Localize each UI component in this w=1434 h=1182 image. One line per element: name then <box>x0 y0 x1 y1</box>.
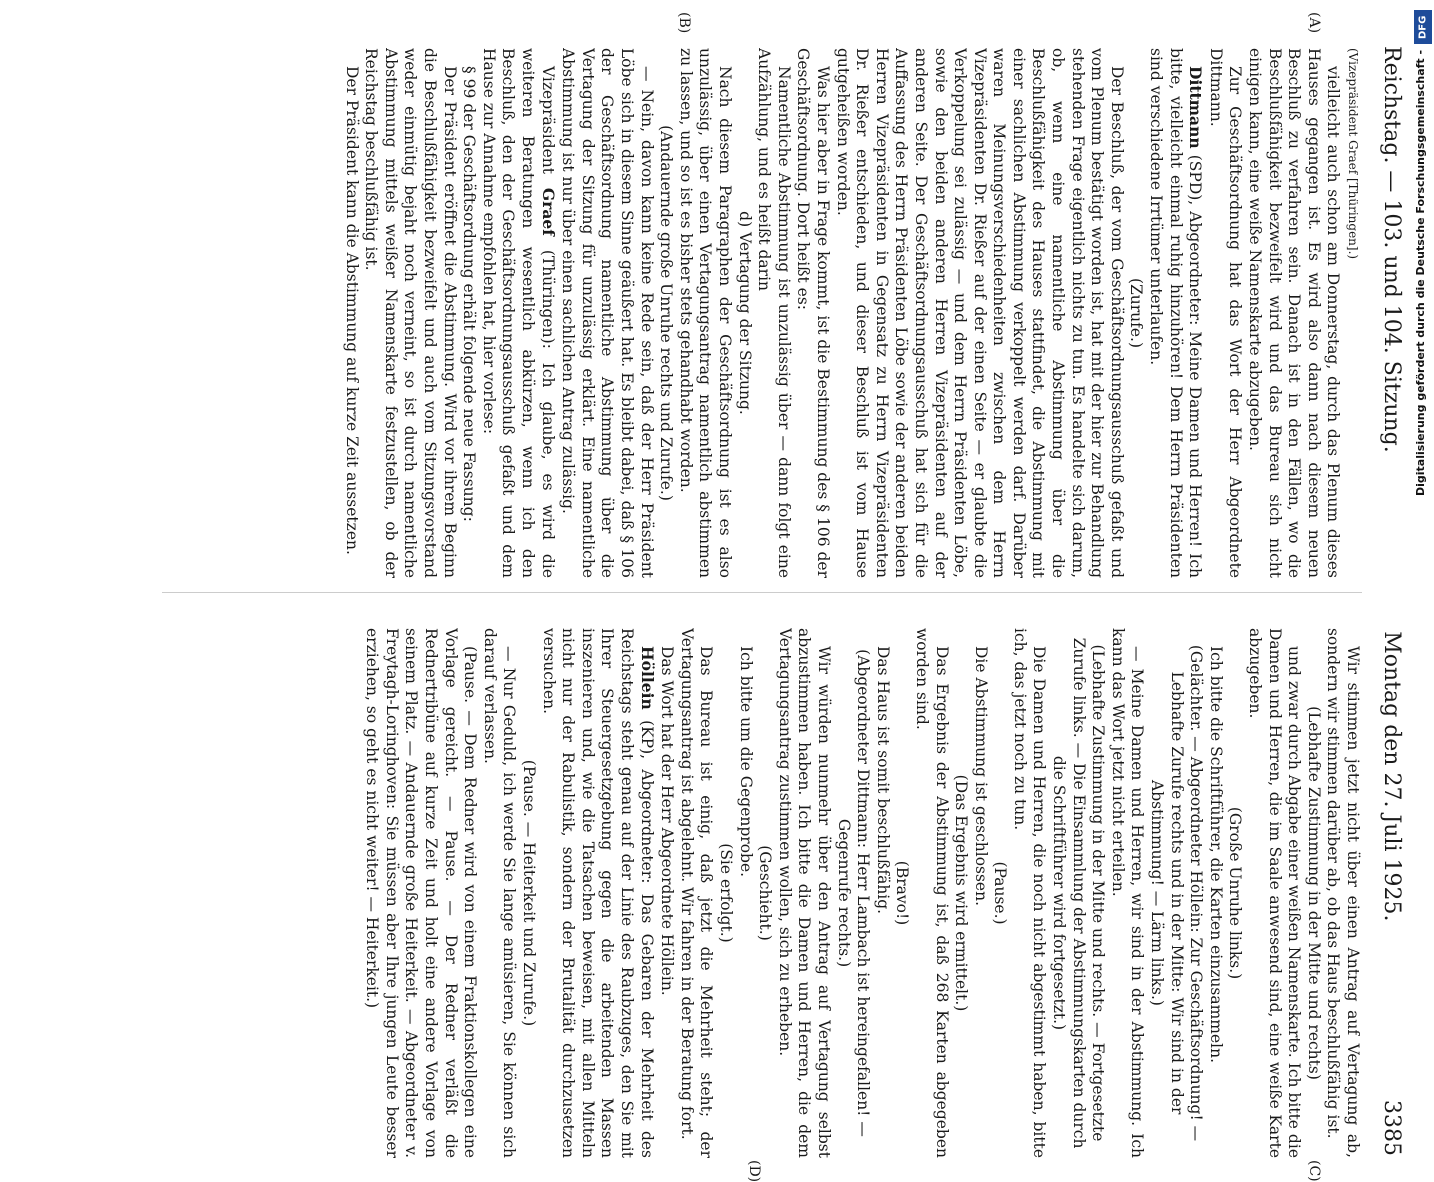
interjection: (Lebhafte Zustimmung in der Mitte und rechts) <box>1304 706 1323 1080</box>
document-page <box>112 12 1412 1182</box>
header-date: Montag den 27. Juli 1925. <box>1379 631 1404 922</box>
paragraph: und zwar durch Abgabe einer weißen Namenskarte. Ich bitte die Damen und Herren, die im Saale anwesend sind, eine weiße Karte abzugeben. <box>1246 628 1304 1158</box>
interjection: (Bravo!) <box>893 860 912 926</box>
page-number: 3385 <box>1379 1100 1404 1156</box>
interjection: (Geschieht.) <box>756 845 775 941</box>
interjection: (Zurufe.) <box>1127 277 1146 349</box>
page-header <box>1364 46 1404 1156</box>
left-column <box>122 48 1362 578</box>
interjection: (Das Ergebnis wird ermittelt.) <box>952 774 971 1012</box>
header-session: Reichstag. — 103. und 104. Sitzung. <box>1379 46 1404 453</box>
interjection: (Abgeordneter Dittmann: Herr Lambach ist hereingefallen! — Gegenrufe rechts.) <box>834 649 873 1137</box>
interjection: (Große Unruhe links.) <box>1226 806 1245 980</box>
speech-text: (Thüringen): Ich glaube, es wird die weiteren Beratungen wesentlich abkürzen, wenn ich den Beschluß, den der Geschäftsordnungsausschuß gefaßt und dem Hause zur Annahme empfohlen hat, hier vorlese: <box>479 48 557 578</box>
speaker-title: Vizepräsident <box>538 66 557 175</box>
paragraph: — Nur Geduld, ich werde Sie lange amüsieren, Sie können sich darauf verlassen. <box>480 628 519 1158</box>
interjection: (Lebhafte Zustimmung in der Mitte und rechts. — Fortgesetzte Zurufe links. — Die Einsammlung der Abstimmungskarten durch die Schriftführer wird fortgesetzt.) <box>1050 637 1108 1149</box>
speaker-running-head: (Vizepräsident Graef [Thüringen].) <box>1346 48 1360 260</box>
paragraph: Das Wort hat der Herr Abgeordnete Höllein. <box>658 646 677 996</box>
speech-paragraph <box>478 48 557 578</box>
paragraph: Die Abstimmung ist geschlossen. <box>971 646 990 907</box>
speech-paragraph <box>538 628 657 1158</box>
paragraph: § 99 der Geschäftsordnung erhält folgende neue Fassung: <box>460 66 479 522</box>
right-column <box>122 628 1362 1158</box>
dfg-logo-icon: DFG <box>1414 10 1432 44</box>
paragraph: Das Ergebnis der Abstimmung ist, daß 268 Karten abgegeben worden sind. <box>912 628 951 1158</box>
interjection: (Pause.) <box>991 861 1010 925</box>
paragraph: Nach diesem Paragraphen der Geschäftsordnung ist es also unzulässig, über einen Vertagungsantrag namentlich abstimmen zu lassen, und so ist es bisher stets gehandhabt worden. <box>676 48 734 578</box>
speaker-name: Höllein <box>637 646 657 710</box>
speaker-name: Graef <box>538 187 558 236</box>
paragraph: Die Damen und Herren, die noch nicht abgestimmt haben, bitte ich, das jetzt noch zu tun. <box>1010 628 1049 1158</box>
interjection: (Pause. — Dem Redner wird von einem Fraktionskollegen eine Vorlage gereicht. — Pause. — Der Redner verläßt die Rednertribüne auf kurze Zeit und holt eine andere Vorlage von seinem Platz. — Andauernde große Heiterkeit. — Abgeordneter v. Freytagh-Loringhoven: Sie müssen aber Ihre jungen Leute besser erziehen, so geht es nicht weiter! — Heiterkeit.) <box>363 628 480 1158</box>
margin-marker-a: (A) <box>1306 12 1322 34</box>
margin-marker-d: (D) <box>746 1160 762 1182</box>
interjection: (Sie erfolgt.) <box>717 843 735 943</box>
paragraph: Der Präsident kann die Abstimmung auf kurze Zeit aussetzen. <box>342 66 361 555</box>
paragraph: Wir würden nunmehr über den Antrag auf Vertagung selbst abzustimmen haben. Ich bitte die Damen und Herren, die dem Vertagungsantrag zustimmen wollen, sich zu erheben. <box>775 628 833 1158</box>
paragraph: vielleicht auch schon am Donnerstag, durch das Plenum dieses Hauses gegangen ist. Es wird also dann nach diesem neuen Beschluß zu verfahren sein. Danach ist in den Fällen, wo die Beschlußfähigkeit bezweifelt wird und das Bureau sich nicht einigen kann, eine weiße Namenskarte abzugeben. <box>1246 48 1343 578</box>
paragraph: Das Haus ist somit beschlußfähig. <box>873 646 892 915</box>
paragraph: Zur Geschäftsordnung hat das Wort der Herr Abgeordnete Dittmann. <box>1206 48 1245 578</box>
speech-text: (SPD), Abgeordneter: Meine Damen und Herren! Ich bitte, vielleicht einmal ruhig hinzuhören! Dem Herrn Präsidenten sind verschiedene Irrtümer unterlaufen. <box>1147 48 1205 578</box>
paragraph: Das Bureau ist einig, daß jetzt die Mehrheit steht; der Vertagungsantrag ist abgelehnt. Wir fahren in der Beratung fort. <box>677 628 716 1158</box>
paragraph: Der Präsident eröffnet die Abstimmung. Wird vor ihrem Beginn die Beschlußfähigkeit bezweifelt und auch vom Sitzungsvorstand weder einmütig bejaht noch verneint, so ist durch namentliche Abstimmung mittels weißer Namenskarte festzustellen, ob der Reichstag beschlußfähig ist. <box>362 48 459 578</box>
speaker-name: Dittmann <box>1186 66 1206 149</box>
interjection: (Gelächter. — Abgeordneter Höllein: Zur Geschäftsordnung! — Lebhafte Zurufe rechts und in der Mitte: Wir sind in der Abstimmung! — Lärm links.) <box>1148 644 1206 1142</box>
interjection: (Pause. — Heiterkeit und Zurufe.) <box>520 759 539 1027</box>
paragraph: Wir stimmen jetzt nicht über einen Antrag auf Vertagung ab, sondern wir stimmen darüber ab, ob das Haus beschlußfähig ist. <box>1324 628 1362 1158</box>
paragraph: — Meine Damen und Herren, wir sind in der Abstimmung. Ich kann das Wort jetzt nicht erteilen. <box>1108 628 1147 1158</box>
paragraph: Ich bitte um die Gegenprobe. <box>736 646 755 878</box>
margin-marker-b: (B) <box>676 12 692 34</box>
funding-credit-strip <box>1412 6 1434 996</box>
paragraph: Namentliche Abstimmung ist unzulässig über — dann folgt eine Aufzählung, und es heißt darin <box>755 48 793 578</box>
paragraph: — Nein, davon kann keine Rede sein, daß der Herr Präsident Löbe sich in diesem Sinne geäußert hat. Es bleibt dabei, daß § 106 der Geschäftsordnung namentliche Abstimmung über die Vertagung der Sitzung für unzulässig erklärt. Eine namentliche Abstimmung ist nur über einen sachlichen Antrag zulässig. <box>559 48 656 578</box>
paragraph: Ich bitte die Schriftführer, die Karten einzusammeln. <box>1206 646 1225 1064</box>
margin-marker-c: (C) <box>1306 1160 1322 1182</box>
paragraph: Der Beschluß, der vom Geschäftsordnungsausschuß gefaßt und vom Plenum bestätigt worden ist, hat mit der hier zur Behandlung stehenden Frage eigentlich nichts zu tun. Es handelte sich darum, ob, wenn eine namentliche Abstimmung über die Beschlußfähigkeit des Hauses stattfindet, die Abstimmung mit einer sachlichen Abstimmung verkoppelt werden darf. Darüber waren Meinungsverschiedenheiten zwischen dem Herrn Vizepräsidenten Dr. Rießer auf der einen Seite — er glaubte die Verkoppelung sei zulässig — und dem Herrn Präsidenten Löbe, sowie den beiden anderen Herren Vizepräsidenten auf der anderen Seite. Der Geschäftsordnungsausschuß hat sich für die Auffassung des Herrn Präsidenten Löbe sowie der anderen beiden Herren Vizepräsidenten in Gegensatz zu Herrn Vizepräsidenten Dr. Rießer entschieden, und dieser Beschluß ist vom Hause gutgeheißen worden. <box>833 48 1126 578</box>
paragraph: Was hier aber in Frage kommt, ist die Bestimmung des § 106 der Geschäftsordnung. Dort heißt es: <box>794 48 832 578</box>
list-item: d) Vertagung der Sitzung. <box>735 211 754 415</box>
interjection: (Andauernde große Unruhe rechts und Zurufe.) <box>657 125 676 501</box>
funding-credit-text: Digitalisierung gefördert durch die Deutsche Forschungsgemeinschaft - <box>1414 50 1427 497</box>
speech-text: (KP), Abgeordneter: Das Gebaren der Mehrheit des Reichstags steht genau auf der Linie des Raubzuges, den Sie mit Ihrer Steuergesetzgebung gegen die arbeitenden Massen inszenieren und, wie die Tatsachen beweisen, mit allen Mitteln nicht nur der Rabulistik, sondern der Brutalität durchzusetzen versuchen. <box>539 628 656 1158</box>
speech-paragraph <box>1145 48 1205 578</box>
column-divider <box>162 592 1362 593</box>
